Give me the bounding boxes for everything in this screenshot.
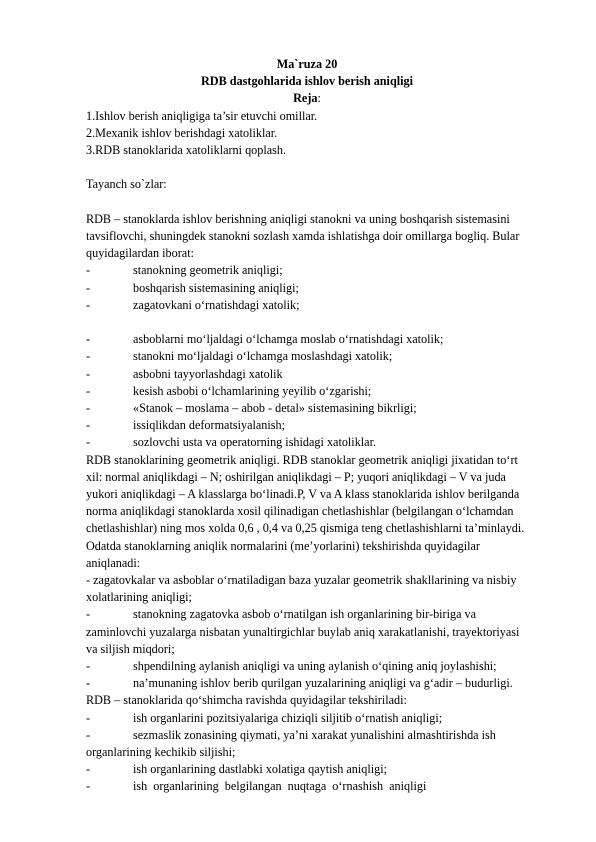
list-item-text: sezmaslik zonasining qiymati, ya’ni xarakat yunalishini almashtirishda ish organlarining kechikib siljishi;: [86, 727, 496, 760]
list-dash: -: [86, 659, 91, 674]
list-dash: -: [86, 401, 91, 416]
list-item-text: stanokni mo‘ljaldagi o‘lchamga moslashdagi xatolik;: [133, 349, 393, 364]
list-item-text: stanokning zagatovka asbob o‘rnatilgan ish organlarining bir-biriga va zaminlovchi yuzalarga nisbatan yunaltirgichlar buylab aniq xarakatlanishi, trayektoriyasi va siljish miqdori;: [86, 607, 520, 656]
plan-item: 2.Mexanik ishlov berishdagi xatoliklar.: [86, 125, 278, 140]
list-item-text: ish organlarining belgilangan nuqtaga o‘rnashish aniqligi: [133, 779, 427, 794]
plan-heading: [86, 90, 528, 107]
list-item-text: «Stanok – moslama – abob - detal» sistemasining bikrligi;: [133, 401, 417, 416]
list-dash: -: [86, 349, 91, 364]
norms-item: [86, 675, 528, 692]
list-item-text: kesish asbobi o‘lchamlarining yeyilib o‘zgarishi;: [133, 383, 372, 398]
factor-list-item: [86, 262, 528, 279]
keywords-label: Tayanch so`zlar:: [86, 177, 167, 192]
factor-list-item: [86, 348, 528, 365]
list-dash: -: [86, 710, 91, 725]
factor-list-item: [86, 331, 528, 348]
additional-check-item: [86, 778, 528, 795]
list-item-text: stanokning geometrik aniqligi;: [133, 263, 283, 278]
factor-list-item: [86, 400, 528, 417]
list-dash: -: [86, 418, 91, 433]
list-dash: -: [86, 366, 91, 381]
norms-item: [86, 658, 528, 675]
norms-item: - zagatovkalar va asboblar o‘rnatiladigan baza yuzalar geometrik shakllarining va nisbiy xolatlarining aniqligi;: [86, 573, 517, 605]
list-dash: -: [86, 297, 91, 312]
plan-item: 1.Ishlov berish aniqligiga ta’sir etuvchi omillar.: [86, 108, 318, 123]
plan-heading-label: Reja: [293, 91, 318, 106]
list-item-text: shpendilning aylanish aniqligi va uning aylanish o‘qining aniq joylashishi;: [133, 659, 497, 674]
lecture-number: Ma`ruza 20: [276, 57, 338, 71]
additional-check-item: [86, 727, 528, 761]
list-item-text: ish organlarining dastlabki xolatiga qaytish aniqligi;: [133, 762, 387, 777]
list-dash: -: [86, 762, 91, 777]
list-dash: -: [86, 779, 91, 794]
list-item-text: boshqarish sistemasining aniqligi;: [133, 280, 299, 295]
intro-paragraph: RDB – stanoklarda ishlov berishning aniqligi stanokni va uning boshqarish sistemasini tavsiflovchi, shuningdek stanokni sozlash xamda ishlatishga doir omillarga bogliq. Bular quyidagilardan iborat:: [86, 211, 520, 261]
factor-list-item: [86, 383, 528, 400]
list-item-text: asboblarni mo‘ljaldagi o‘lchamga moslab o‘rnatishdagi xatolik;: [133, 332, 444, 347]
additional-check-item: [86, 710, 528, 727]
list-dash: -: [86, 607, 91, 622]
factor-list-item: [86, 280, 528, 297]
spacer: [86, 159, 528, 176]
list-item-text: zagatovkani o‘rnatishdagi xatolik;: [133, 297, 300, 312]
additional-checks-paragraph: RDB – stanoklarida qo‘shimcha ravishda quyidagilar tekshiriladi:: [86, 693, 407, 708]
factor-list-item: [86, 366, 528, 383]
spacer: [86, 194, 528, 211]
list-item-text: asbobni tayyorlashdagi xatolik: [133, 366, 283, 381]
list-item-text: na’munaning ishlov berib qurilgan yuzalarining aniqligi va g‘adir – budurligi.: [133, 676, 513, 691]
factor-list-item: [86, 297, 528, 314]
factor-list-item: [86, 434, 528, 451]
list-item-text: sozlovchi usta va operatorning ishidagi xatoliklar.: [133, 435, 377, 450]
factor-list-item: [86, 417, 528, 434]
geometric-accuracy-paragraph: RDB stanoklarining geometrik aniqligi. RDB stanoklar geometrik aniqligi jixatidan to‘rt xil: normal aniqlikdagi – N; oshirilgan aniqlikdagi – P; yuqori aniqlikdagi – V va juda yukori aniqlikdagi – A klasslarga bo‘linadi.P, V va A klass stanoklarida ishlov berilganda norma aniqlikdagi stanoklarda xosil qilinadigan chetlashishlar (belgilangan o‘lchamdan chetlashishlar) ning mos xolda 0,6 , 0,4 va 0,25 qismiga teng chetlashishlarni ta’minlaydi.: [86, 452, 525, 536]
list-dash: -: [86, 332, 91, 347]
document-page: [86, 56, 528, 796]
list-item-text: ish organlarini pozitsiyalariga chiziqli siljitib o‘rnatish aniqligi;: [133, 710, 443, 725]
plan-heading-colon: :: [317, 91, 321, 106]
list-dash: -: [86, 383, 91, 398]
plan-item: 3.RDB stanoklarida xatoliklarni qoplash.: [86, 143, 287, 158]
list-dash: -: [86, 263, 91, 278]
accuracy-norms-paragraph: Odatda stanoklarning aniqlik normalarini (me’yorlarini) tekshirishda quyidagilar aniqlanadi:: [86, 538, 480, 570]
list-dash: -: [86, 435, 91, 450]
list-dash: -: [86, 280, 91, 295]
additional-check-item: [86, 761, 528, 778]
list-item-text: issiqlikdan deformatsiyalanish;: [133, 418, 285, 433]
norms-item: [86, 606, 528, 658]
list-dash: -: [86, 727, 91, 742]
lecture-title: RDB dastgohlarida ishlov berish aniqligi: [201, 74, 413, 89]
spacer: [86, 314, 528, 331]
list-dash: -: [86, 676, 91, 691]
